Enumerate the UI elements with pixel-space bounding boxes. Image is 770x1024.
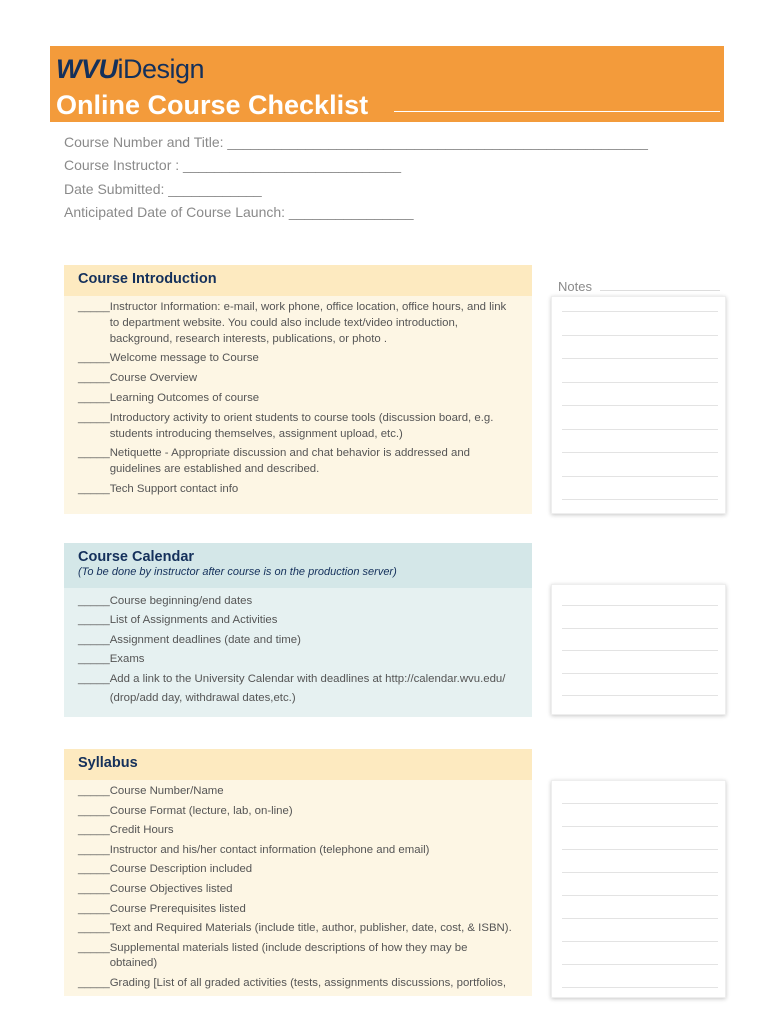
item-text: Introductory activity to orient students to course tools (discussion board, e.g. students introducing themselves, assignment upload, etc.) [109,411,494,440]
note-line [562,499,718,500]
course-info [64,131,648,225]
checkbox-blank[interactable]: _____ [78,824,110,837]
checklist-item[interactable] [78,921,518,937]
checkbox-blank[interactable]: _____ [78,672,110,685]
checklist-item[interactable] [78,411,518,443]
course-instructor-field[interactable]: Course Instructor : ____________________________ [64,157,402,174]
course-number-field[interactable]: Course Number and Title: ______________________________________________________ [64,134,648,150]
section-course-calendar [64,543,532,717]
item-text: Netiquette - Appropriate discussion and chat behavior is addressed and guidelines are established and described. [109,447,470,476]
section-header [64,749,532,780]
item-text: Add a link to the University Calendar with deadlines at http://calendar.wvu.edu/ (drop/add day, withdrawal dates,etc.) [109,672,506,705]
checkbox-blank[interactable]: _____ [78,411,110,424]
checkbox-blank[interactable]: _____ [78,614,110,627]
checkbox-blank[interactable]: _____ [78,482,110,495]
note-line [562,335,718,336]
checkbox-blank[interactable]: _____ [78,633,110,646]
wvu-idesign-logo: WVUiDesign [56,54,205,84]
note-line [562,382,718,383]
checklist-item[interactable] [78,611,518,630]
section-course-introduction [64,265,532,514]
note-line [562,405,718,406]
note-line [562,695,718,696]
checkbox-blank[interactable]: _____ [78,922,110,935]
checklist-item[interactable] [78,804,518,820]
checklist-item[interactable] [78,371,518,387]
checkbox-blank[interactable]: _____ [78,301,110,313]
note-line [562,358,718,359]
note-line [562,605,718,606]
checklist-item[interactable] [78,784,518,800]
checkbox-blank[interactable]: _____ [78,843,110,856]
checkbox-blank[interactable]: _____ [78,653,110,666]
checklist-item[interactable] [78,391,518,407]
checklist-item[interactable] [78,650,518,669]
section-syllabus [64,749,532,996]
section-header [64,265,532,296]
note-line [562,628,718,629]
note-line [562,803,718,804]
checkbox-blank[interactable]: _____ [78,902,110,915]
note-line [562,429,718,430]
launch-date-field[interactable]: Anticipated Date of Course Launch: ________________ [64,204,414,221]
checkbox-blank[interactable]: _____ [78,804,110,817]
item-text: Instructor and his/her contact information (telephone and email) [109,843,430,856]
checkbox-blank[interactable]: _____ [78,391,110,404]
note-line [562,987,718,988]
date-submitted-field[interactable]: Date Submitted: ____________ [64,180,262,197]
notes-box-calendar[interactable] [551,584,726,715]
note-line [562,849,718,850]
note-line [562,941,718,942]
item-text: Grading [List of all graded activities (tests, assignments discussions, portfolios, [109,976,507,989]
checkbox-blank[interactable]: _____ [78,372,110,385]
checkbox-blank[interactable]: _____ [78,785,110,797]
checklist-item[interactable] [78,446,518,478]
note-line [562,476,718,477]
checkbox-blank[interactable]: _____ [78,595,110,607]
checklist-item[interactable] [78,300,518,347]
checklist-item[interactable] [78,882,518,898]
checklist-item[interactable] [78,631,518,650]
checkbox-blank[interactable]: _____ [78,352,110,365]
section-title: Course Calendar [78,549,195,565]
checklist-item[interactable] [78,843,518,859]
note-line [562,872,718,873]
checkbox-blank[interactable]: _____ [78,863,110,876]
notes-label: Notes [558,279,592,294]
note-line [562,964,718,965]
checklist-item[interactable] [78,482,518,498]
item-text: Tech Support contact info [109,482,239,495]
item-text: Exams [109,653,145,666]
note-line [562,895,718,896]
checkbox-blank[interactable]: _____ [78,882,110,895]
item-text: Course beginning/end dates [109,595,253,607]
note-line [562,673,718,674]
note-line [562,650,718,651]
item-text: Course Overview [109,372,198,385]
checklist [64,296,532,498]
notes-box-introduction[interactable] [551,296,726,514]
item-text: Course Description included [109,863,253,876]
item-text: Supplemental materials listed (include descriptions of how they may be obtained) [109,941,468,970]
checklist-item[interactable] [78,592,518,611]
item-text: Course Number/Name [109,785,224,797]
item-text: Assignment deadlines (date and time) [109,633,301,646]
checkbox-blank[interactable]: _____ [78,941,110,954]
checklist-item[interactable] [78,976,518,992]
checkbox-blank[interactable]: _____ [78,976,110,989]
divider [600,290,720,291]
checklist [64,780,532,992]
checkbox-blank[interactable]: _____ [78,447,110,460]
item-text: Course Objectives listed [109,882,233,895]
note-line [562,311,718,312]
note-line [562,452,718,453]
section-title: Course Introduction [78,271,217,287]
item-text: Welcome message to Course [109,352,259,365]
page-title: Online Course Checklist [56,90,369,120]
checklist-item[interactable] [78,862,518,878]
section-header [64,543,532,588]
item-text: List of Assignments and Activities [109,614,278,627]
checklist-item[interactable] [78,941,518,972]
checklist-item[interactable] [78,823,518,839]
section-subtitle: (To be done by instructor after course is on the production server) [78,566,397,578]
note-line [562,918,718,919]
title-rule [394,111,720,112]
notes-box-syllabus[interactable] [551,780,726,998]
item-text: Learning Outcomes of course [109,391,260,404]
item-text: Instructor Information: e-mail, work phone, office location, office hours, and link to department website. You could also include text/video introduction, background, research interests, publications, or photo . [109,301,507,345]
checklist-item[interactable] [78,670,518,709]
item-text: Credit Hours [109,824,174,837]
item-text: Course Format (lecture, lab, on-line) [109,804,293,817]
header-banner [50,46,724,122]
note-line [562,826,718,827]
item-text: Course Prerequisites listed [109,902,246,915]
checklist-item[interactable] [78,902,518,918]
item-text: Text and Required Materials (include title, author, publisher, date, cost, & ISBN). [109,922,512,935]
checklist-item[interactable] [78,351,518,367]
section-title: Syllabus [78,755,138,771]
checklist [64,588,532,708]
